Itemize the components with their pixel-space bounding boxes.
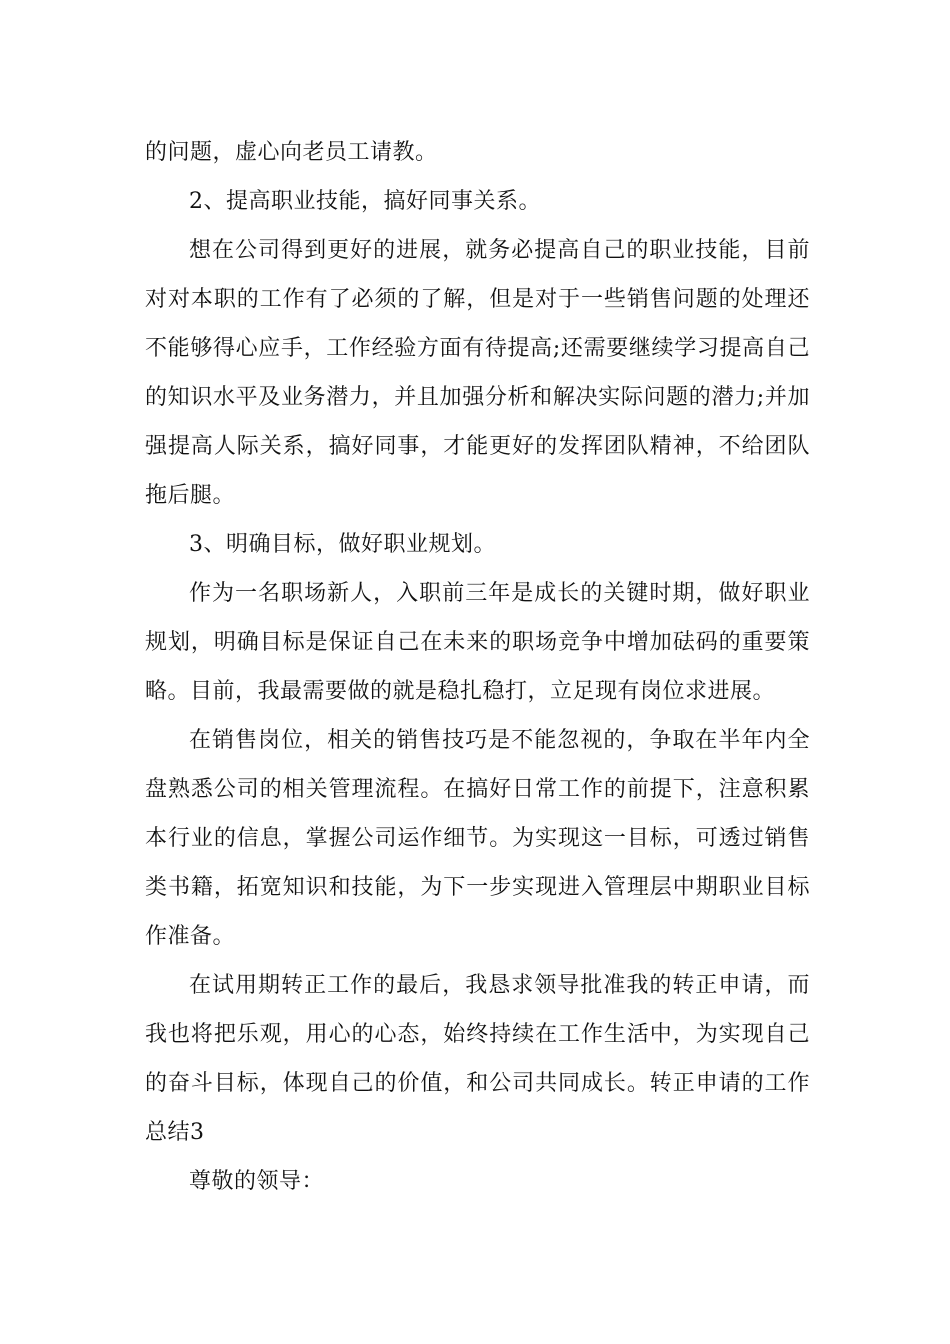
paragraph-sales-role: 在销售岗位，相关的销售技巧是不能忽视的，争取在半年内全盘熟悉公司的相关管理流程。在搞好日常工作的前提下，注意积累本行业的信息，掌握公司运作细节。为实现这一目标，可透过销售类书籍，拓宽知识和技能，为下一步实现进入管理层中期职业目标作准备。 [145,728,810,949]
paragraph-conclusion: 在试用期转正工作的最后，我恳求领导批准我的转正申请，而我也将把乐观，用心的心态，始终持续在工作生活中，为实现自己的奋斗目标，体现自己的价值，和公司共同成长。转正申请的工作总结3 [145,973,810,1145]
paragraph-career-plan: 作为一名职场新人，入职前三年是成长的关键时期，做好职业规划，明确目标是保证自己在未来的职场竞争中增加砝码的重要策略。目前，我最需要做的就是稳扎稳打，立足现有岗位求进展。 [145,581,810,704]
document-body [145,128,810,1206]
section-heading-3: 3、明确目标，做好职业规划。 [189,532,496,557]
section-heading-2: 2、提高职业技能，搞好同事关系。 [189,189,541,214]
salutation: 尊敬的领导： [189,1169,325,1194]
paragraph-skills: 想在公司得到更好的进展，就务必提高自己的职业技能，目前对对本职的工作有了必须的了解，但是对于一些销售问题的处理还不能够得心应手，工作经验方面有待提高;还需要继续学习提高自己的知识水平及业务潜力，并且加强分析和解决实际问题的潜力;并加强提高人际关系，搞好同事，才能更好的发挥团队精神，不给团队拖后腿。 [145,238,810,508]
paragraph-continuation: 的问题，虚心向老员工请教。 [145,140,438,165]
